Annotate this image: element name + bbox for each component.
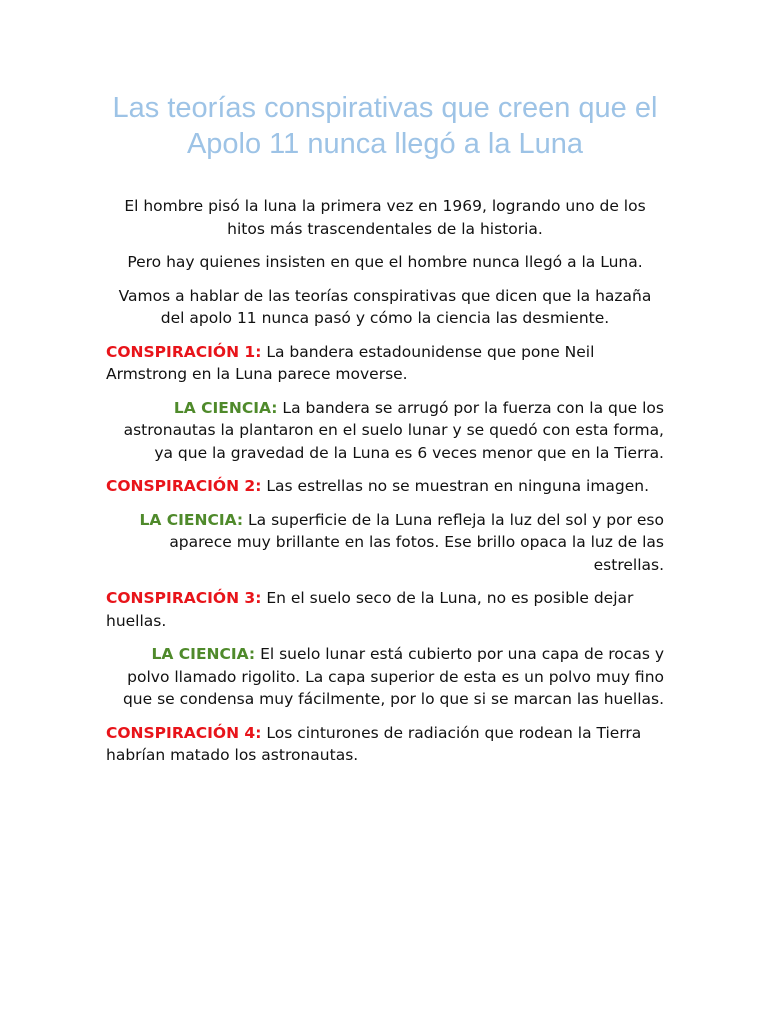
science-label: LA CIENCIA:	[139, 510, 244, 529]
intro-paragraph-1: El hombre pisó la luna la primera vez en 1969, logrando uno de los hitos más trascendentales de la historia.	[124, 197, 646, 238]
intro-paragraph-3: Vamos a hablar de las teorías conspirativas que dicen que la hazaña del apolo 11 nunca pasó y cómo la ciencia las desmiente.	[118, 286, 652, 327]
science-3	[106, 643, 664, 711]
conspiracy-2	[106, 475, 664, 498]
page-title: Las teorías conspirativas que creen que el Apolo 11 nunca llegó a la Luna	[112, 92, 658, 160]
science-text: El suelo lunar está cubierto por una capa de rocas y polvo llamado rigolito. La capa superior de esta es un polvo muy fino que se condensa muy fácilmente, por lo que si se marcan las huellas.	[122, 645, 664, 708]
conspiracy-text: En el suelo seco de la Luna, no es posible dejar huellas.	[106, 589, 634, 630]
conspiracy-3	[106, 587, 664, 632]
conspiracy-label: CONSPIRACIÓN 1:	[106, 342, 262, 361]
conspiracy-text: La bandera estadounidense que pone Neil Armstrong en la Luna parece moverse.	[106, 342, 595, 383]
conspiracy-1	[106, 341, 664, 386]
science-2	[106, 509, 664, 577]
conspiracy-text: Las estrellas no se muestran en ninguna imagen.	[261, 477, 650, 495]
intro-paragraph-2: Pero hay quienes insisten en que el hombre nunca llegó a la Luna.	[127, 253, 643, 271]
science-text: La bandera se arrugó por la fuerza con la que los astronautas la plantaron en el suelo lunar y se quedó con esta forma, ya que la gravedad de la Luna es 6 veces menor que en la Tierra.	[123, 398, 664, 462]
science-text: La superficie de la Luna refleja la luz del sol y por eso aparece muy brillante en las fotos. Ese brillo opaca la luz de las estrellas.	[169, 510, 664, 574]
conspiracy-label: CONSPIRACIÓN 2:	[106, 477, 262, 495]
science-label: LA CIENCIA:	[151, 645, 256, 663]
conspiracy-label: CONSPIRACIÓN 4:	[106, 723, 262, 742]
conspiracy-text: Los cinturones de radiación que rodean la Tierra habrían matado los astronautas.	[106, 723, 642, 764]
conspiracy-label: CONSPIRACIÓN 3:	[106, 589, 262, 607]
science-1	[106, 397, 664, 465]
conspiracy-4	[106, 722, 664, 767]
science-label: LA CIENCIA:	[173, 398, 278, 417]
